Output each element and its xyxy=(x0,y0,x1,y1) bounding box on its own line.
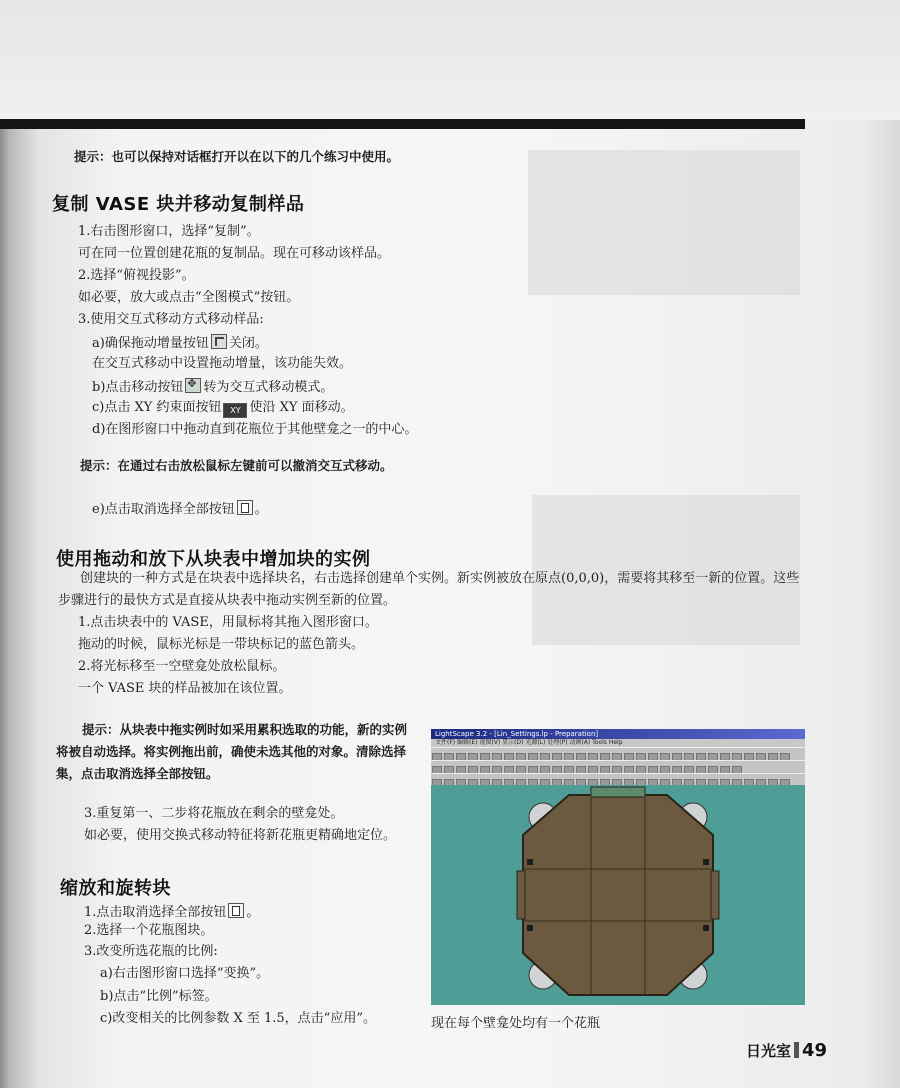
step-line: 1.右击图形窗口，选择“复制”。 xyxy=(78,224,260,239)
page-top-shade xyxy=(0,0,900,120)
deselect-all-icon xyxy=(228,903,244,918)
substep-d: d)在图形窗口中拖动直到花瓶位于其他壁龛之一的中心。 xyxy=(92,422,418,437)
header-rule xyxy=(0,119,805,129)
app-screenshot xyxy=(431,729,805,1005)
screenshot-menubar: 文件(F) 编辑(E) 视图(V) 显示(D) 光源(L) 处理(P) 动画(A) Tools Help xyxy=(431,739,805,747)
step-line xyxy=(84,903,259,921)
substep-e-tail: 。 xyxy=(254,502,268,517)
tip-undo-move: 提示：在通过右击放松鼠标左键前可以撤消交互式移动。 xyxy=(80,458,393,473)
substep-b-tail: 转为交互式移动模式。 xyxy=(203,380,334,395)
step-line: 一个 VASE 块的样品被加在该位置。 xyxy=(78,681,292,696)
bleed-through-block xyxy=(528,150,800,295)
page-footer xyxy=(746,1040,827,1061)
footer-brand: 日光室 xyxy=(746,1042,792,1060)
step-line: 2.选择“俯视投影”。 xyxy=(78,268,195,283)
substep-a-text: a)确保拖动增量按钮 xyxy=(92,336,209,351)
step-line: 如必要，放大或点击“全图模式”按钮。 xyxy=(78,290,300,305)
step-line: 3.重复第一、二步将花瓶放在剩余的壁龛处。 xyxy=(84,806,344,821)
screenshot-toolbar xyxy=(431,760,805,773)
substep-c xyxy=(92,400,354,418)
footer-separator xyxy=(794,1042,799,1058)
substep-e xyxy=(92,500,268,518)
substep-a: a)右击图形窗口选择“变换”。 xyxy=(100,966,270,981)
move-icon xyxy=(185,378,201,393)
step-line: 3.使用交互式移动方式移动样品: xyxy=(78,312,264,327)
substep-e-text: e)点击取消选择全部按钮 xyxy=(92,502,235,517)
step-line: 拖动的时候，鼠标光标是一带块标记的蓝色箭头。 xyxy=(78,637,365,652)
screenshot-toolbar xyxy=(431,747,805,760)
substep-b-text: b)点击移动按钮 xyxy=(92,380,184,395)
substep-b: b)点击“比例”标签。 xyxy=(100,989,218,1004)
step-line: 1.点击块表中的 VASE，用鼠标将其拖入图形窗口。 xyxy=(78,615,378,630)
drag-increment-icon xyxy=(211,334,227,349)
substep-a xyxy=(92,334,268,352)
page-number: 49 xyxy=(802,1040,828,1061)
step-line: 3.改变所选花瓶的比例: xyxy=(84,944,218,959)
section-heading-scale-rotate: 缩放和旋转块 xyxy=(60,878,171,899)
step-line: 2.将光标移至一空壁龛处放松鼠标。 xyxy=(78,659,286,674)
step-line: 可在同一位置创建花瓶的复制品。现在可移动该样品。 xyxy=(78,246,391,261)
section-heading-drag-drop: 使用拖动和放下从块表中增加块的实例 xyxy=(56,549,371,570)
screenshot-titlebar: LightScape 3.2 - [Lin_Settings.lp - Preparation] xyxy=(431,729,805,739)
tip-dialog-open: 提示：也可以保持对话框打开以在以下的几个练习中使用。 xyxy=(74,149,400,164)
step-text: 1.点击取消选择全部按钮 xyxy=(84,905,227,920)
screenshot-caption: 现在每个壁龛处均有一个花瓶 xyxy=(431,1016,601,1031)
substep-a-tail: 关闭。 xyxy=(228,336,268,351)
step-tail: 。 xyxy=(246,905,260,920)
substep-c-text: c)点击 XY 约束面按钮 xyxy=(92,400,222,415)
octagon-floor xyxy=(523,795,713,995)
step-line: 2.选择一个花瓶图块。 xyxy=(84,923,214,938)
section-heading-copy-vase: 复制 VASE 块并移动复制样品 xyxy=(52,194,305,215)
substep-a-note: 在交互式移动中设置拖动增量，该功能失效。 xyxy=(92,356,353,371)
screenshot-viewport xyxy=(431,785,805,1005)
substep-b xyxy=(92,378,333,396)
substep-c: c)改变相关的比例参数 X 至 1.5，点击“应用”。 xyxy=(100,1011,376,1026)
step-line: 如必要，使用交换式移动特征将新花瓶更精确地定位。 xyxy=(84,828,397,843)
section2-intro: 创建块的一种方式是在块表中选择块名，右击选择创建单个实例。新实例被放在原点(0,0,0)，需要将其移至一新的位置。这些步骤进行的最快方式是直接从块表中拖动实例至新的位置。 xyxy=(58,571,800,608)
tip-cumulative-select: 提示：从块表中拖实例时如采用累积选取的功能，新的实例将被自动选择。将实例拖出前，确使未选其他的对象。清除选择集，点击取消选择全部按钮。 xyxy=(56,722,408,781)
floor-plan-drawing xyxy=(431,785,805,1005)
xy-constraint-icon: XY xyxy=(223,403,247,418)
deselect-all-icon xyxy=(237,500,253,515)
substep-c-tail: 使沿 XY 面移动。 xyxy=(249,400,354,415)
